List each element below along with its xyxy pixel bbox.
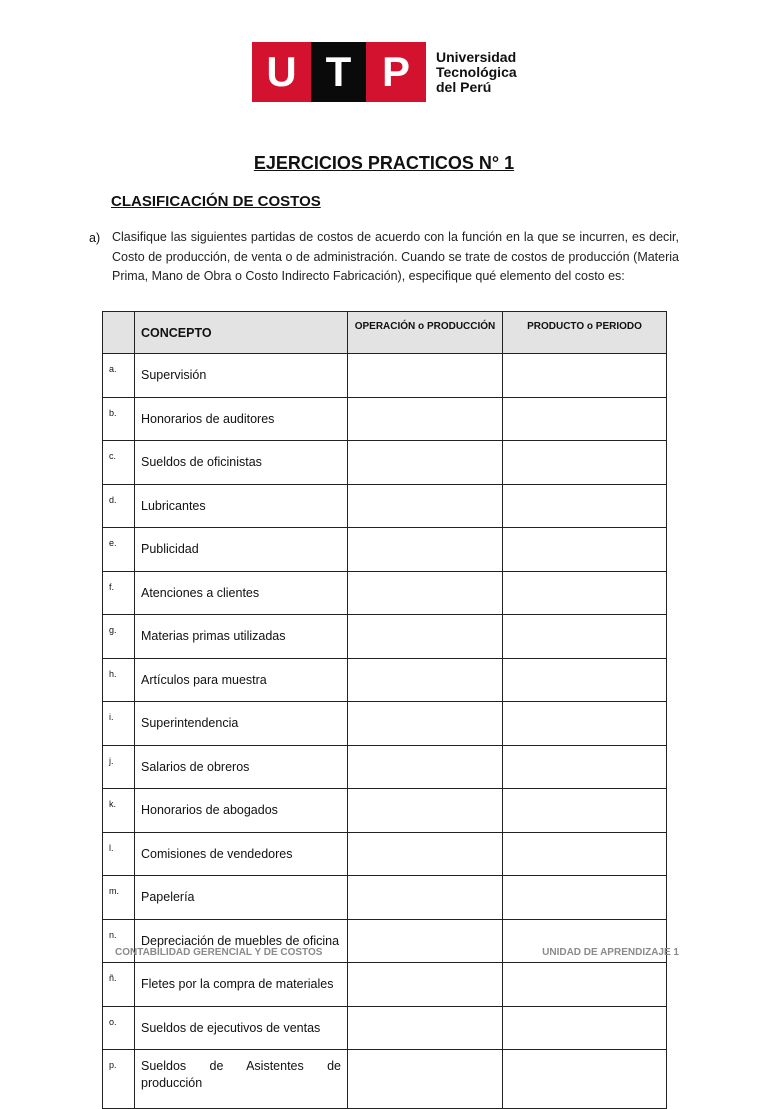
row-concept: Publicidad (135, 528, 348, 572)
row-letter: f. (103, 571, 135, 615)
row-product-cell[interactable] (503, 876, 667, 920)
row-concept: Sueldos de oficinistas (135, 441, 348, 485)
row-concept: Sueldos de ejecutivos de ventas (135, 1006, 348, 1050)
header-operation: OPERACIÓN o PRODUCCIÓN (348, 312, 503, 354)
header-letter (103, 312, 135, 354)
row-letter: l. (103, 832, 135, 876)
table-row (103, 832, 667, 876)
row-concept: Honorarios de auditores (135, 397, 348, 441)
row-product-cell[interactable] (503, 484, 667, 528)
row-letter: h. (103, 658, 135, 702)
row-operation-cell[interactable] (348, 745, 503, 789)
row-operation-cell[interactable] (348, 528, 503, 572)
cost-classification-table (102, 311, 667, 1109)
table-row (103, 1006, 667, 1050)
row-letter: j. (103, 745, 135, 789)
row-operation-cell[interactable] (348, 919, 503, 963)
row-operation-cell[interactable] (348, 354, 503, 398)
row-operation-cell[interactable] (348, 789, 503, 833)
row-operation-cell[interactable] (348, 658, 503, 702)
row-concept: Honorarios de abogados (135, 789, 348, 833)
row-operation-cell[interactable] (348, 571, 503, 615)
row-product-cell[interactable] (503, 354, 667, 398)
logo-letter-u: U (252, 42, 311, 102)
row-operation-cell[interactable] (348, 615, 503, 659)
row-concept: Comisiones de vendedores (135, 832, 348, 876)
row-product-cell[interactable] (503, 397, 667, 441)
logo-letter-t: T (311, 42, 366, 102)
row-letter: k. (103, 789, 135, 833)
row-operation-cell[interactable] (348, 702, 503, 746)
header-product: PRODUCTO o PERIODO (503, 312, 667, 354)
row-product-cell[interactable] (503, 789, 667, 833)
row-product-cell[interactable] (503, 1006, 667, 1050)
row-concept: Lubricantes (135, 484, 348, 528)
row-concept: Depreciación de muebles de oficina (135, 919, 348, 963)
row-operation-cell[interactable] (348, 963, 503, 1007)
row-product-cell[interactable] (503, 441, 667, 485)
row-letter: e. (103, 528, 135, 572)
row-concept: Atenciones a clientes (135, 571, 348, 615)
row-concept: Supervisión (135, 354, 348, 398)
row-concept: Salarios de obreros (135, 745, 348, 789)
question-text: Clasifique las siguientes partidas de costos de acuerdo con la función en la que se incurren, es decir, Costo de producción, de venta o de administración. Cuando se trate de costos de producción (Materia Prima, Mano de Obra o Costo Indirecto Fabricación), especifique qué elemento del costo es: (112, 230, 679, 283)
row-letter: ñ. (103, 963, 135, 1007)
section-title: CLASIFICACIÓN DE COSTOS (111, 193, 321, 210)
table-row (103, 876, 667, 920)
table-row (103, 702, 667, 746)
header-concept: CONCEPTO (135, 312, 348, 354)
row-letter: b. (103, 397, 135, 441)
table-row (103, 658, 667, 702)
row-operation-cell[interactable] (348, 832, 503, 876)
row-concept: Sueldos de Asistentes de producción (135, 1050, 348, 1109)
row-operation-cell[interactable] (348, 441, 503, 485)
row-letter: n. (103, 919, 135, 963)
row-letter: o. (103, 1006, 135, 1050)
footer-course: CONTABILIDAD GERENCIAL Y DE COSTOS (115, 947, 323, 958)
row-product-cell[interactable] (503, 745, 667, 789)
table-row (103, 441, 667, 485)
row-concept: Fletes por la compra de materiales (135, 963, 348, 1007)
row-product-cell[interactable] (503, 615, 667, 659)
table-row (103, 354, 667, 398)
row-product-cell[interactable] (503, 528, 667, 572)
row-product-cell[interactable] (503, 1050, 667, 1109)
logo-wordmark (436, 50, 517, 95)
row-product-cell[interactable] (503, 702, 667, 746)
row-product-cell[interactable] (503, 571, 667, 615)
row-letter: a. (103, 354, 135, 398)
page-title: EJERCICIOS PRACTICOS N° 1 (253, 153, 515, 173)
logo-letter-p: P (366, 42, 426, 102)
question-letter: a) (89, 231, 101, 245)
table-header-row (103, 312, 667, 354)
logo-line-2: Tecnológica (436, 63, 517, 80)
row-letter: m. (103, 876, 135, 920)
row-operation-cell[interactable] (348, 1006, 503, 1050)
table-row (103, 963, 667, 1007)
table-row (103, 745, 667, 789)
row-concept: Papelería (135, 876, 348, 920)
row-operation-cell[interactable] (348, 397, 503, 441)
table-row (103, 571, 667, 615)
table-row (103, 1050, 667, 1109)
row-operation-cell[interactable] (348, 484, 503, 528)
row-letter: g. (103, 615, 135, 659)
footer-unit: UNIDAD DE APRENDIZAJE 1 (542, 947, 679, 958)
row-letter: c. (103, 441, 135, 485)
row-letter: d. (103, 484, 135, 528)
row-concept: Artículos para muestra (135, 658, 348, 702)
row-product-cell[interactable] (503, 963, 667, 1007)
row-letter: i. (103, 702, 135, 746)
row-concept: Superintendencia (135, 702, 348, 746)
row-letter: p. (103, 1050, 135, 1109)
table-row (103, 397, 667, 441)
row-operation-cell[interactable] (348, 1050, 503, 1109)
row-product-cell[interactable] (503, 832, 667, 876)
logo-line-3: del Perú (436, 78, 492, 95)
row-product-cell[interactable] (503, 658, 667, 702)
logo-line-1: Universidad (436, 48, 517, 65)
table-row (103, 528, 667, 572)
utp-logo (252, 42, 517, 102)
table-row (103, 615, 667, 659)
row-concept: Materias primas utilizadas (135, 615, 348, 659)
table-row (103, 484, 667, 528)
row-operation-cell[interactable] (348, 876, 503, 920)
table-row (103, 789, 667, 833)
